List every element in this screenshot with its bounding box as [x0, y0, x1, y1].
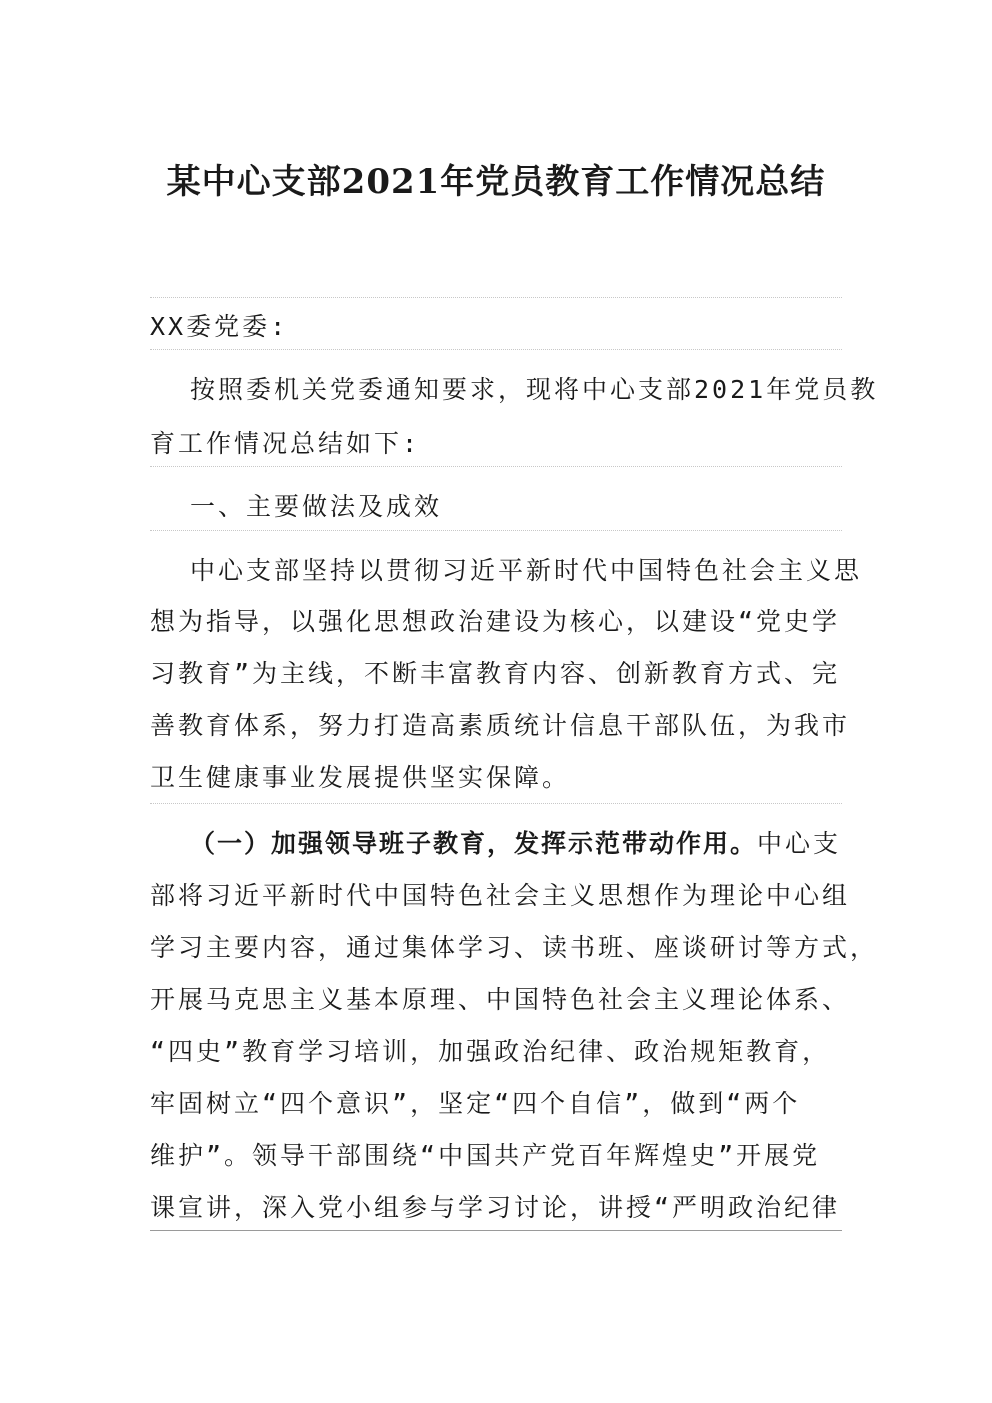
divider: [150, 349, 842, 350]
paragraph-line: “四史”教育学习培训，加强政治纪律、政治规矩教育，: [150, 1037, 831, 1066]
paragraph-line: 习教育”为主线，不断丰富教育内容、创新教育方式、完: [150, 659, 841, 688]
subsection-heading: （一）加强领导班子教育，发挥示范带动作用。: [190, 829, 758, 858]
paragraph-line: 卫生健康事业发展提供坚实保障。: [150, 763, 571, 792]
salutation: XX委党委:: [150, 312, 289, 341]
divider: [150, 530, 842, 531]
paragraph-line: 课宣讲，深入党小组参与学习讨论，讲授“严明政治纪律: [150, 1193, 841, 1222]
subsection-first-line: [190, 824, 890, 864]
paragraph-line: 牢固树立“四个意识”，坚定“四个自信”，做到“两个: [150, 1089, 801, 1118]
paragraph-line: 维护”。领导干部围绕“中国共产党百年辉煌史”开展党: [150, 1141, 821, 1170]
paragraph-line: 部将习近平新时代中国特色社会主义思想作为理论中心组: [150, 881, 851, 910]
divider: [150, 466, 842, 467]
paragraph-line: 开展马克思主义基本原理、中国特色社会主义理论体系、: [150, 985, 851, 1014]
intro-line-2: 育工作情况总结如下:: [150, 429, 421, 458]
paragraph-line: 中心支部坚持以贯彻习近平新时代中国特色社会主义思: [190, 556, 863, 585]
document-title: 某中心支部2021年党员教育工作情况总结: [166, 162, 826, 202]
divider: [150, 297, 842, 298]
paragraph-line: 学习主要内容，通过集体学习、读书班、座谈研讨等方式，: [150, 933, 879, 962]
intro-line-1: 按照委机关党委通知要求，现将中心支部2021年党员教: [190, 375, 879, 404]
bottom-rule: [150, 1230, 842, 1231]
subsection-text: 中心支: [757, 829, 842, 858]
paragraph-line: 想为指导，以强化思想政治建设为核心，以建设“党史学: [150, 607, 841, 636]
section-heading: 一、主要做法及成效: [190, 492, 443, 521]
paragraph-line: 善教育体系，努力打造高素质统计信息干部队伍，为我市: [150, 711, 851, 740]
divider: [150, 803, 842, 804]
